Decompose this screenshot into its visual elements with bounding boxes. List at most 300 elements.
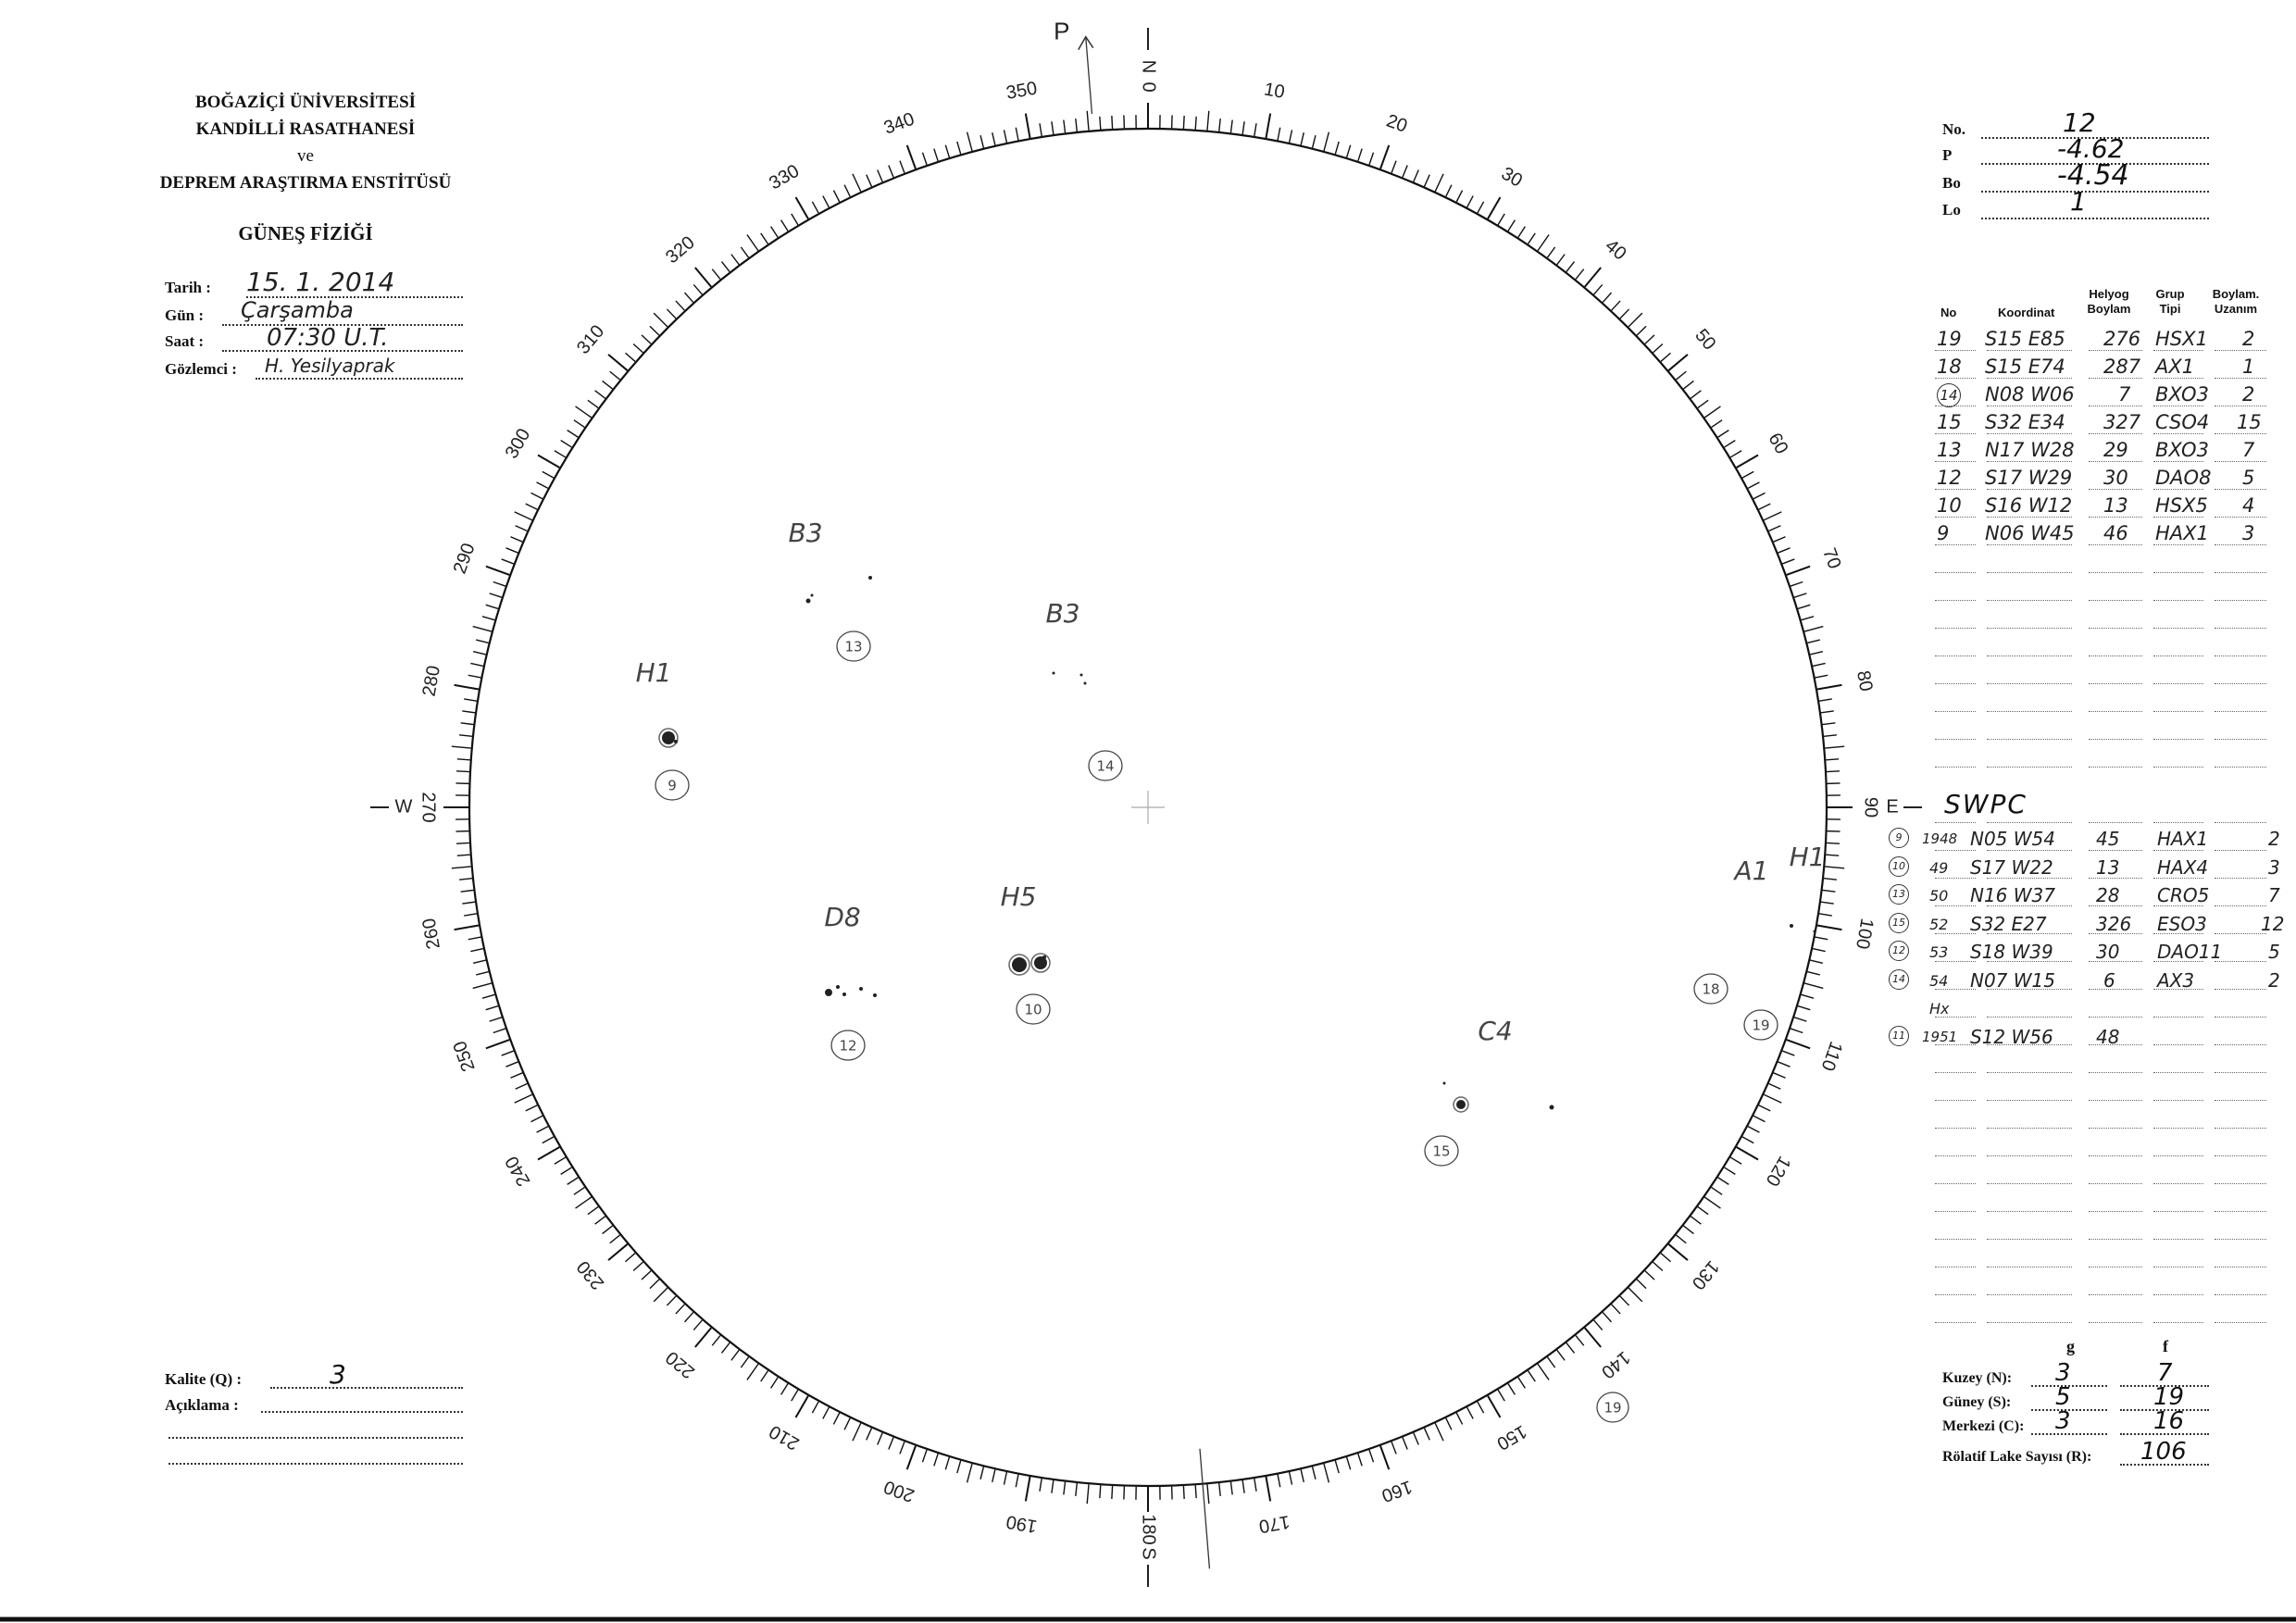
tick — [1813, 949, 1826, 952]
tick — [1076, 119, 1077, 131]
tick — [980, 135, 983, 148]
tick — [1290, 1472, 1292, 1485]
tick — [1637, 326, 1646, 335]
tick — [878, 169, 882, 181]
tick — [1290, 130, 1292, 143]
sunspot-group — [788, 518, 872, 661]
tick — [1254, 1479, 1256, 1492]
tick — [992, 132, 995, 145]
row-ext: 12 — [2261, 912, 2285, 935]
tick — [633, 1262, 643, 1270]
tick — [967, 132, 972, 151]
tick — [1052, 1480, 1054, 1493]
row-ext: 2 — [2268, 828, 2280, 850]
tick — [1791, 1029, 1803, 1033]
tick — [574, 420, 585, 428]
tick — [486, 605, 498, 608]
tick — [1807, 972, 1820, 975]
sunspot — [859, 987, 863, 991]
tick — [1824, 879, 1837, 880]
tick — [1683, 381, 1693, 389]
row-type: HAX4 — [2157, 855, 2209, 879]
tick — [555, 451, 566, 457]
degree-label: 50 — [1691, 325, 1720, 355]
south-letter: S — [1138, 1547, 1159, 1560]
row-coord: S16 W12 — [1985, 494, 2073, 517]
tick — [1661, 353, 1671, 361]
tick — [1620, 1296, 1629, 1305]
tick — [464, 699, 477, 701]
tick — [934, 1454, 938, 1466]
tick — [543, 471, 554, 478]
tick — [922, 153, 927, 165]
row-coord: N07 W15 — [1970, 968, 2055, 992]
quality-value: 3 — [330, 1359, 346, 1390]
tick — [1628, 1288, 1642, 1302]
sunspot — [806, 599, 811, 604]
tick — [792, 1390, 798, 1401]
north-letter: N — [1138, 59, 1159, 74]
tick — [526, 504, 538, 509]
tick — [1219, 1483, 1220, 1496]
group-number: 18 — [1702, 980, 1720, 998]
tick — [1827, 771, 1840, 772]
row-ext: 7 — [2242, 439, 2255, 461]
tick — [853, 1423, 861, 1441]
degree-label: 350 — [1004, 78, 1039, 104]
tick — [625, 353, 635, 361]
north-f-value: 7 — [2157, 1359, 2173, 1387]
extra-reference — [1597, 1392, 1628, 1422]
row-ext: 15 — [2237, 411, 2262, 433]
tick — [1435, 1423, 1443, 1441]
lo-label: Lo — [1942, 201, 1961, 218]
tick — [771, 1378, 779, 1389]
tick — [1498, 214, 1504, 225]
tick — [1347, 1457, 1351, 1469]
tick — [555, 1157, 566, 1164]
tick — [1576, 269, 1584, 280]
row-coord: S17 W29 — [1985, 467, 2073, 489]
swpc-title: SWPC — [1944, 789, 2028, 819]
relative-number-label: Rölatif Lake Sayısı (R): — [1942, 1449, 2092, 1465]
tick — [1301, 132, 1304, 145]
day-label: Gün : — [165, 306, 205, 324]
institute-line-3: ve — [297, 146, 314, 166]
tick — [1807, 640, 1820, 643]
south-degree: 180 — [1138, 1514, 1159, 1545]
group-number: 19 — [1752, 1017, 1770, 1034]
degree-label: 210 — [766, 1420, 804, 1454]
tick — [1594, 284, 1603, 294]
tick — [992, 1469, 995, 1482]
tick — [712, 269, 720, 280]
tick — [967, 1464, 972, 1482]
row-coord: N05 W54 — [1970, 828, 2055, 850]
col-header-no: No — [1940, 306, 1957, 319]
tick — [1403, 1438, 1407, 1450]
tick — [1817, 685, 1842, 690]
row-type: HAX1 — [2155, 522, 2209, 544]
north-label: Kuzey (N): — [1942, 1370, 2013, 1386]
tick — [588, 400, 598, 407]
row-no: 53 — [1929, 943, 1949, 961]
tick — [531, 493, 543, 498]
tick — [1347, 145, 1351, 157]
tick — [1794, 1017, 1806, 1021]
degree-label: 40 — [1601, 235, 1630, 265]
tick — [1478, 202, 1484, 213]
center-label: Merkezi (C): — [1942, 1418, 2025, 1434]
tick — [1718, 1178, 1729, 1185]
tick — [957, 1461, 961, 1473]
tick — [502, 1051, 514, 1055]
row-lon: 13 — [2103, 494, 2128, 517]
tick — [1278, 128, 1280, 141]
tick — [568, 1178, 579, 1185]
tick — [823, 1407, 830, 1418]
row-lon: 48 — [2096, 1025, 2120, 1048]
row-no: 1948 — [1922, 830, 1958, 847]
row-no: Hx — [1929, 1000, 1950, 1017]
tick — [907, 145, 916, 169]
degree-label: 60 — [1764, 430, 1792, 458]
tick — [853, 174, 861, 192]
department-title: GÜNEŞ FİZİĞİ — [238, 222, 373, 244]
tick — [1040, 1479, 1042, 1492]
col-header-ext: Boylam. Uzanım — [2212, 287, 2260, 316]
tick — [1566, 1342, 1575, 1353]
tick — [537, 1127, 548, 1133]
tick — [457, 759, 470, 760]
row-coord: S12 W56 — [1970, 1025, 2053, 1048]
tick — [1040, 123, 1042, 136]
group-class-label: B3 — [788, 518, 823, 548]
tick — [459, 735, 472, 736]
tick — [1724, 1167, 1735, 1174]
tick — [1802, 994, 1814, 998]
tick — [1324, 1464, 1329, 1482]
row-type: ESO3 — [2157, 912, 2207, 935]
row-ext: 1 — [2242, 356, 2255, 378]
tick — [1698, 400, 1708, 407]
group-number: 12 — [839, 1037, 857, 1055]
degree-label: 230 — [572, 1256, 609, 1293]
sunspot — [1456, 1100, 1466, 1109]
south-g-value: 5 — [2055, 1383, 2071, 1411]
group-number: 10 — [1024, 1001, 1042, 1018]
tick — [1718, 431, 1729, 438]
tick — [1498, 1390, 1504, 1401]
tick — [461, 890, 474, 892]
tick — [505, 548, 518, 553]
row-ext: 3 — [2242, 522, 2255, 544]
row-lon: 30 — [2103, 467, 2128, 489]
row-no: 14 — [1937, 383, 1961, 407]
tick — [823, 196, 830, 207]
tick — [633, 343, 643, 352]
row-ref: 13 — [1889, 884, 1909, 905]
tick — [1391, 161, 1396, 173]
tick — [1612, 1305, 1621, 1314]
degree-label: 300 — [501, 425, 535, 463]
tick — [900, 1442, 905, 1454]
tick — [1195, 1485, 1196, 1498]
tick — [493, 581, 505, 586]
no-value: 12 — [2063, 107, 2096, 138]
sunspot — [662, 731, 675, 744]
col-header-lon: Helyog Boylam — [2087, 287, 2131, 316]
tick — [486, 567, 509, 575]
tick — [721, 1342, 730, 1353]
tick — [1645, 1271, 1654, 1280]
group-class-label: H1 — [1789, 842, 1826, 872]
tick — [1538, 235, 1549, 251]
tick — [455, 685, 480, 690]
tick — [473, 652, 486, 655]
tick — [456, 771, 469, 772]
tick — [731, 1350, 739, 1360]
west-letter: W — [394, 796, 413, 818]
col-header-coord: Koordinat — [1998, 306, 2055, 319]
sunspot — [1042, 955, 1046, 959]
sunspot — [1084, 682, 1087, 685]
sunspot — [811, 594, 814, 597]
degree-label: 220 — [662, 1346, 699, 1383]
tick — [516, 1084, 528, 1090]
tick — [1183, 116, 1184, 129]
degree-label: 110 — [1816, 1038, 1847, 1074]
tick — [1748, 1127, 1759, 1133]
tick — [1324, 132, 1329, 151]
tick — [486, 1006, 498, 1010]
tick — [1691, 391, 1701, 398]
tick — [1052, 121, 1054, 134]
time-label: Saat : — [165, 332, 205, 350]
tick — [1769, 526, 1781, 531]
tick — [568, 431, 579, 438]
group-number: 14 — [1096, 757, 1115, 775]
tick — [676, 1305, 685, 1314]
tick — [1810, 652, 1823, 655]
p-letter: P — [1054, 17, 1070, 45]
degree-label: 340 — [880, 108, 917, 139]
tick — [1087, 111, 1089, 131]
tick — [654, 1288, 668, 1302]
tick — [531, 1116, 543, 1121]
row-coord: S18 W39 — [1970, 941, 2053, 963]
tick — [695, 1328, 711, 1347]
tick — [1748, 482, 1759, 489]
notes-label: Açıklama : — [165, 1396, 239, 1414]
tick — [1819, 699, 1832, 701]
tick — [1467, 1407, 1474, 1418]
south-f-value: 19 — [2153, 1383, 2185, 1411]
degree-label: 170 — [1257, 1511, 1292, 1537]
tick — [610, 1235, 620, 1243]
tick — [1813, 663, 1826, 666]
tick — [833, 1413, 839, 1424]
tick — [781, 1383, 788, 1394]
row-type: HAX1 — [2157, 828, 2209, 850]
row-ref: 10 — [1889, 856, 1909, 877]
row-lon: 276 — [2103, 328, 2141, 350]
tick — [721, 262, 730, 272]
row-no: 13 — [1937, 439, 1962, 461]
degree-label: 190 — [1004, 1511, 1039, 1537]
row-ref: 14 — [1889, 969, 1909, 990]
tick — [1798, 605, 1810, 608]
tick — [792, 214, 798, 225]
tick — [510, 537, 522, 542]
tick — [1100, 117, 1101, 130]
degree-label: 150 — [1492, 1420, 1530, 1454]
tick — [490, 1017, 502, 1021]
north-g-value: 3 — [2055, 1359, 2071, 1387]
row-no: 49 — [1929, 858, 1949, 877]
row-coord: N16 W37 — [1970, 884, 2055, 906]
tick — [476, 640, 489, 643]
tick — [1242, 121, 1244, 134]
center-g-value: 3 — [2055, 1407, 2071, 1435]
tick — [1518, 227, 1526, 238]
row-coord: S32 E27 — [1970, 912, 2047, 935]
tick — [1712, 1187, 1723, 1194]
tick — [1668, 1244, 1688, 1260]
tick — [608, 355, 628, 370]
col-g-header: g — [2066, 1337, 2075, 1355]
lo-value: 1 — [2070, 186, 2087, 217]
tick — [1753, 493, 1765, 498]
sunspot-group — [824, 902, 877, 1060]
tick — [796, 1396, 809, 1417]
row-ref: 12 — [1889, 941, 1909, 961]
tick — [588, 1206, 598, 1214]
tick — [1425, 1429, 1430, 1441]
tick — [1691, 1217, 1701, 1224]
tick — [473, 627, 492, 631]
degree-label: 20 — [1383, 110, 1410, 137]
tick — [452, 746, 471, 748]
tick — [1278, 1475, 1280, 1488]
tick — [922, 1450, 927, 1462]
sunspot — [836, 985, 840, 989]
sunspot — [1053, 672, 1055, 675]
tick — [482, 617, 494, 620]
tick — [1637, 1280, 1646, 1289]
degree-label: 30 — [1497, 163, 1526, 192]
sunspot — [1080, 674, 1083, 677]
tick — [603, 1226, 613, 1234]
sunspot — [868, 576, 872, 580]
tick — [1645, 335, 1654, 344]
tick — [1823, 723, 1836, 725]
tick — [1819, 914, 1832, 916]
row-lon: 45 — [2096, 828, 2120, 850]
sunspot — [1790, 924, 1793, 928]
institute-line-4: DEPREM ARAŞTIRMA ENSTİTÜSÜ — [159, 173, 452, 193]
tick — [1076, 1483, 1077, 1496]
tick — [1456, 1413, 1462, 1424]
tick — [667, 309, 676, 318]
row-type: DAO8 — [2155, 467, 2212, 489]
observer-label: Gözlemci : — [165, 360, 237, 378]
tick — [1823, 890, 1836, 892]
tick — [1661, 1254, 1671, 1262]
tick — [1254, 123, 1256, 136]
tick — [1026, 114, 1030, 139]
row-no: 52 — [1929, 915, 1949, 933]
row-coord: S32 E34 — [1985, 411, 2065, 433]
south-label: Güney (S): — [1942, 1394, 2012, 1410]
tick — [693, 284, 702, 294]
row-no: 1951 — [1922, 1028, 1958, 1045]
center-crosshair — [1131, 791, 1165, 824]
tick — [1183, 1486, 1184, 1499]
row-type: AX3 — [2157, 968, 2195, 992]
tick — [812, 202, 818, 213]
tick — [650, 1280, 659, 1289]
tick — [1653, 343, 1662, 352]
tick — [1414, 169, 1418, 181]
group-class-label: D8 — [824, 902, 861, 932]
tick — [490, 593, 502, 597]
center-f-value: 16 — [2153, 1407, 2185, 1435]
tick — [1782, 559, 1794, 564]
tick — [1016, 1475, 1018, 1488]
tick — [515, 512, 532, 520]
tick — [1004, 1472, 1006, 1485]
tick — [561, 1167, 572, 1174]
degree-label: 10 — [1262, 79, 1287, 103]
group-class-label: B3 — [1045, 598, 1080, 629]
tick — [1778, 548, 1791, 553]
row-lon: 7 — [2118, 383, 2131, 406]
tick — [761, 1371, 768, 1382]
tick — [1730, 1157, 1741, 1164]
tick — [1335, 1461, 1339, 1473]
tick — [867, 175, 872, 187]
p-label: P — [1942, 146, 1953, 164]
tick — [1087, 1484, 1089, 1504]
tick — [1603, 1312, 1611, 1321]
tick — [1759, 1105, 1771, 1111]
date-label: Tarih : — [165, 279, 211, 296]
tick — [712, 1335, 720, 1345]
tick — [468, 937, 481, 940]
row-ref: 11 — [1889, 1026, 1909, 1046]
tick — [505, 1062, 518, 1067]
row-type: BXO3 — [2155, 439, 2209, 461]
row-ext: 7 — [2268, 884, 2280, 906]
tick — [1380, 145, 1389, 169]
tick — [650, 326, 659, 335]
tick — [1764, 512, 1781, 520]
tick — [1774, 1073, 1786, 1078]
row-ref: 9 — [1889, 828, 1909, 848]
group-class-label: A1 — [1734, 855, 1769, 886]
tick — [1825, 867, 1844, 868]
degree-label: 80 — [1853, 668, 1877, 693]
row-no: 12 — [1937, 467, 1962, 489]
tick — [538, 1147, 559, 1160]
sunspot — [1814, 930, 1816, 933]
tick — [515, 1094, 532, 1103]
tick — [576, 406, 592, 418]
tick — [1737, 456, 1758, 468]
tick — [1585, 268, 1601, 287]
tick — [1810, 960, 1823, 963]
